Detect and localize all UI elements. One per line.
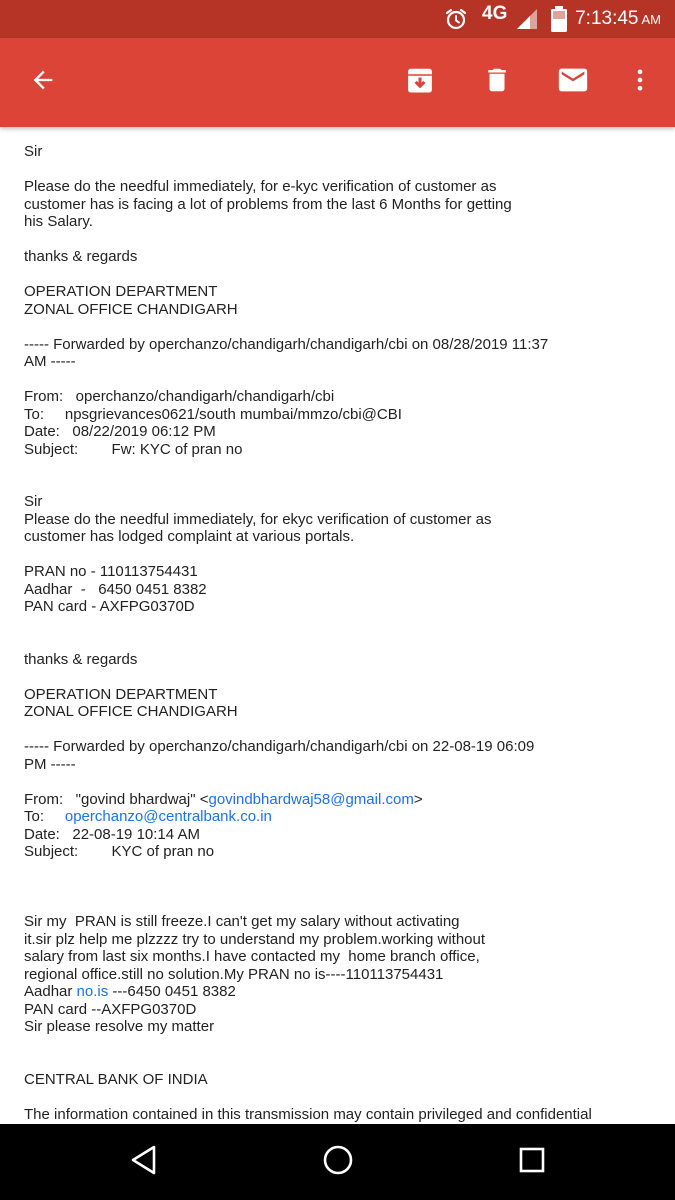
mail-icon: [556, 63, 590, 102]
battery-icon: [549, 0, 569, 38]
body-line: Sir please resolve my matter: [24, 1018, 215, 1035]
back-button[interactable]: [15, 38, 71, 127]
intro-line: customer has is facing a lot of problems from the last 6 Months for getting: [24, 195, 512, 213]
body-line: Please do the needful immediately, for ekyc verification of customer as: [24, 510, 492, 528]
more-vert-icon: [626, 66, 654, 99]
forward-marker: ----- Forwarded by operchanzo/chandigarh/chandigarh/cbi on 22-08-19 06:09: [24, 738, 535, 755]
header-subject: Subject: Fw: KYC of pran no: [24, 440, 243, 458]
body-line: it.sir plz help me plzzzz try to understand my problem.working without: [24, 930, 486, 948]
app-bar: [0, 38, 675, 127]
alarm-icon: [444, 0, 468, 38]
nav-recents-icon: [518, 1146, 546, 1179]
header-to: [24, 808, 664, 826]
pan-card: PAN card --AXFPG0370D: [24, 1000, 197, 1018]
office: ZONAL OFFICE CHANDIGARH: [24, 703, 238, 720]
body-line: customer has lodged complaint at various portals.: [24, 528, 355, 545]
header-to: To: npsgrievances0621/south mumbai/mmzo/cbi@CBI: [24, 405, 402, 423]
intro-line: his Salary.: [24, 213, 93, 230]
aadhar-prefix: Aadhar: [24, 983, 77, 1000]
nav-back-icon: [129, 1144, 159, 1181]
signal-icon: [515, 0, 539, 38]
department: OPERATION DEPARTMENT: [24, 685, 218, 703]
mail-button[interactable]: [545, 38, 601, 127]
back-arrow-icon: [29, 66, 57, 99]
more-options-button[interactable]: [612, 38, 668, 127]
office: ZONAL OFFICE CHANDIGARH: [24, 300, 238, 318]
intro-line: Please do the needful immediately, for e-kyc verification of customer as: [24, 178, 497, 195]
greeting: Sir: [24, 493, 43, 510]
header-from: From: operchanzo/chandigarh/chandigarh/cbi: [24, 388, 335, 405]
header-from-suffix: >: [413, 790, 423, 808]
nav-recents-button[interactable]: [492, 1124, 572, 1200]
signoff: thanks & regards: [24, 650, 138, 668]
greeting: Sir: [24, 143, 43, 160]
header-from-prefix: From: "govind bhardwaj" <: [24, 790, 209, 808]
delete-icon: [482, 65, 512, 100]
archive-icon: [405, 65, 435, 100]
header-from: [24, 791, 664, 809]
body-line: regional office.still no solution.My PRAN no is----110113754431: [24, 965, 444, 983]
aadhar-number: [24, 983, 664, 1001]
forward-marker: AM -----: [24, 353, 76, 370]
forward-marker: PM -----: [24, 755, 76, 773]
pran-number: PRAN no - 110113754431: [24, 563, 198, 580]
status-bar: [0, 0, 675, 38]
clock: [575, 8, 661, 30]
header-subject: Subject: KYC of pran no: [24, 843, 215, 860]
body-line: salary from last six months.I have contacted my home branch office,: [24, 948, 480, 965]
pan-card: PAN card - AXFPG0370D: [24, 598, 195, 615]
network-type: 4G: [482, 3, 508, 24]
bank-name: CENTRAL BANK OF INDIA: [24, 1070, 208, 1088]
nav-home-icon: [322, 1144, 354, 1181]
disclaimer: The information contained in this transmission may contain privileged and confidential: [24, 1105, 592, 1123]
nav-home-button[interactable]: [298, 1124, 378, 1200]
forward-marker: ----- Forwarded by operchanzo/chandigarh/chandigarh/cbi on 08/28/2019 11:37: [24, 335, 549, 353]
department: OPERATION DEPARTMENT: [24, 283, 218, 300]
archive-button[interactable]: [392, 38, 448, 127]
aadhar-suffix: ---6450 0451 8382: [108, 983, 236, 1000]
clock-time: 7:13:45: [575, 8, 639, 29]
signoff: thanks & regards: [24, 248, 138, 265]
nav-back-button[interactable]: [104, 1124, 184, 1200]
delete-button[interactable]: [469, 38, 525, 127]
body-line: Sir my PRAN is still freeze.I can't get my salary without activating: [24, 913, 460, 930]
recipient-email-link[interactable]: operchanzo@centralbank.co.in: [64, 808, 272, 825]
aadhar-number: Aadhar - 6450 0451 8382: [24, 580, 207, 598]
header-date: Date: 08/22/2019 06:12 PM: [24, 423, 216, 440]
header-to-prefix: To:: [24, 808, 65, 825]
no-is-link[interactable]: no.is: [76, 983, 109, 1000]
sender-email-link[interactable]: govindbhardwaj58@gmail.com: [208, 790, 414, 808]
email-body: [24, 143, 664, 1123]
header-date: Date: 22-08-19 10:14 AM: [24, 825, 200, 843]
clock-ampm: AM: [641, 12, 661, 27]
navigation-bar: [0, 1124, 675, 1200]
